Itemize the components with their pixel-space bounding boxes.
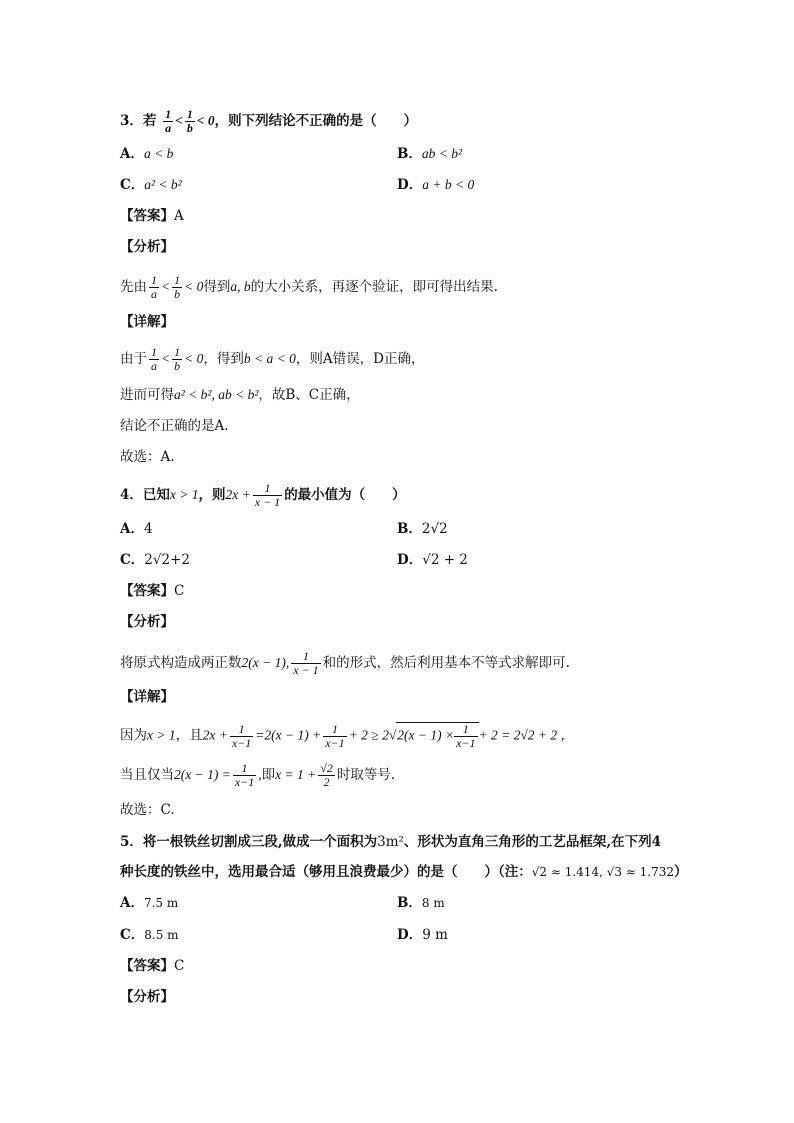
q4-analysis: 将原式构造成两正数2(x − 1), $\frac{1}{x - 1}$ 和的形式，然后利用基本不等式求解即可. bbox=[120, 649, 570, 677]
fraction: $\frac{1}{b}$ bbox=[186, 107, 193, 135]
fraction: $\frac{1}{x-1}$ bbox=[234, 761, 255, 789]
q4-detail-1: 因为x > 1，且2x + $\frac{1}{x-1}$ =2(x − 1) + $\frac{1}{x-1}$ + 2 ≥ 2√2(x − 1) × $\frac{1}{x-1}$ + 2 = 2√2 + 2 ， bbox=[120, 721, 575, 750]
q4-option-c: C．2√2+2 bbox=[120, 552, 190, 568]
q4-option-a: A．4 bbox=[120, 521, 153, 537]
q4-answer: 【答案】C bbox=[120, 583, 185, 599]
fraction: $\frac{1}{x - 1}$ bbox=[254, 481, 281, 509]
fraction: $\frac{1}{b}$ bbox=[174, 345, 181, 373]
fraction: $\frac{1}{x-1}$ bbox=[325, 721, 345, 750]
q3-number: 3． bbox=[120, 113, 143, 129]
q3-detail-3: 结论不正确的是A. bbox=[120, 418, 229, 434]
q3-analysis-label: 【分析】 bbox=[120, 239, 174, 255]
fraction: $\frac{1}{x - 1}$ bbox=[293, 649, 319, 677]
fraction: $\frac{1}{x-1}$ bbox=[231, 721, 252, 750]
q5-option-b: B．8 m bbox=[397, 895, 445, 911]
q3-detail-label: 【详解】 bbox=[120, 314, 174, 330]
q5-option-a: A．7.5 m bbox=[120, 895, 179, 911]
q4-analysis-label: 【分析】 bbox=[120, 614, 174, 630]
q3-analysis: 先由 $\frac{1}{a}$ < $\frac{1}{b}$ < 0得到a, b的大小关系，再逐个验证，即可得出结果. bbox=[120, 273, 498, 301]
q3-option-a: A．a < b bbox=[120, 146, 174, 162]
fraction: $\frac{1}{b}$ bbox=[174, 273, 181, 301]
q3-detail-2: 进而可得a² < b², ab < b²，故B、C正确， bbox=[120, 387, 360, 403]
sqrt-radicand: 2(x − 1) × $\frac{1}{x-1}$ bbox=[396, 722, 478, 750]
q5-number: 5． bbox=[120, 834, 143, 850]
fraction: $\frac{1}{a}$ bbox=[151, 273, 157, 301]
q4-stem: 4．已知x > 1，则2x + $\frac{1}{x - 1}$ 的最小值为（ ） bbox=[120, 481, 406, 509]
q4-option-b: B．2√2 bbox=[397, 521, 448, 537]
q4-choice: 故选：C. bbox=[120, 802, 175, 818]
q3-stem: 3．若 $\frac{1}{a}$ < $\frac{1}{b}$ < 0，则下列结论不正确的是（ ） bbox=[120, 107, 418, 135]
q5-option-c: C．8.5 m bbox=[120, 927, 179, 943]
q5-stem-line-1: 5．将一根铁丝切割成三段,做成一个面积为3m²、形状为直角三角形的工艺品框架,在下列4 bbox=[120, 834, 662, 850]
q5-answer: 【答案】C bbox=[120, 958, 185, 974]
fraction: $\frac{1}{a}$ bbox=[165, 107, 172, 135]
fraction: $\frac{√2}{2}$ bbox=[320, 761, 333, 789]
q4-detail-label: 【详解】 bbox=[120, 689, 174, 705]
q3-option-b: B．ab < b² bbox=[397, 146, 463, 162]
q3-detail-1: 由于 $\frac{1}{a}$ < $\frac{1}{b}$ < 0，得到b < a < 0，则A错误，D正确， bbox=[120, 345, 425, 373]
q5-analysis-label: 【分析】 bbox=[120, 989, 174, 1005]
q4-option-d: D．√2 + 2 bbox=[397, 552, 468, 568]
q4-detail-2: 当且仅当2(x − 1) = $\frac{1}{x-1}$ ,即x = 1 + $\frac{√2}{2}$ 时取等号. bbox=[120, 761, 396, 789]
q4-number: 4． bbox=[120, 487, 143, 503]
q5-option-d: D．9 m bbox=[397, 927, 448, 943]
q3-option-c: C．a² < b² bbox=[120, 177, 182, 193]
q3-answer: 【答案】A bbox=[120, 208, 184, 224]
q3-choice: 故选：A. bbox=[120, 449, 175, 465]
q5-stem-line-2: 种长度的铁丝中，选用最合适（够用且浪费最少）的是（ ）（注：√2 ≈ 1.414, √3 ≈ 1.732） bbox=[120, 864, 688, 880]
q3-option-d: D．a + b < 0 bbox=[397, 177, 475, 193]
fraction: $\frac{1}{a}$ bbox=[151, 345, 157, 373]
